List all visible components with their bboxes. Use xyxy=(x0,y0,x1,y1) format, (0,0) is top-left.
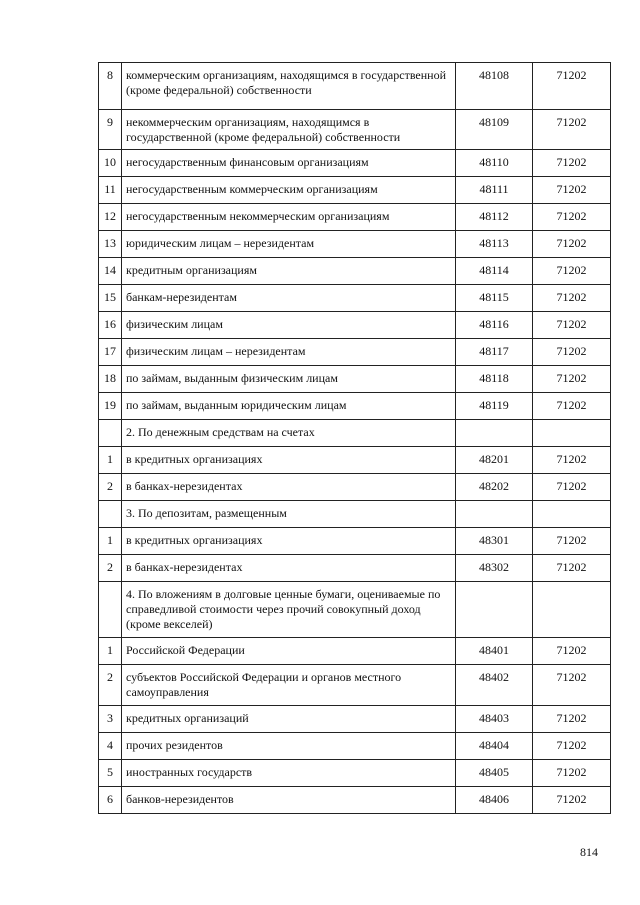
account-code-cell: 48109 xyxy=(456,110,533,150)
row-description-cell: в банках-нерезидентах xyxy=(122,555,456,582)
account-code-cell xyxy=(456,582,533,638)
account-code-cell: 48114 xyxy=(456,258,533,285)
row-number-cell: 2 xyxy=(99,555,122,582)
account-code-cell: 48119 xyxy=(456,393,533,420)
row-number-cell: 4 xyxy=(99,733,122,760)
account-code-cell: 48403 xyxy=(456,706,533,733)
row-description-cell: прочих резидентов xyxy=(122,733,456,760)
row-number-cell xyxy=(99,420,122,447)
table-row xyxy=(99,706,611,733)
table-row xyxy=(99,787,611,814)
table-row xyxy=(99,638,611,665)
account-code-cell: 48201 xyxy=(456,447,533,474)
symbol-code-cell: 71202 xyxy=(533,204,611,231)
row-number-cell: 3 xyxy=(99,706,122,733)
symbol-code-cell: 71202 xyxy=(533,366,611,393)
row-number-cell: 19 xyxy=(99,393,122,420)
row-number-cell: 11 xyxy=(99,177,122,204)
account-code-cell: 48110 xyxy=(456,150,533,177)
row-description-cell: физическим лицам – нерезидентам xyxy=(122,339,456,366)
symbol-code-cell xyxy=(533,501,611,528)
row-number-cell: 2 xyxy=(99,474,122,501)
symbol-code-cell: 71202 xyxy=(533,312,611,339)
row-description-cell: физическим лицам xyxy=(122,312,456,339)
row-description-cell: негосударственным коммерческим организациям xyxy=(122,177,456,204)
row-description-cell: иностранных государств xyxy=(122,760,456,787)
account-code-cell: 48405 xyxy=(456,760,533,787)
row-number-cell: 13 xyxy=(99,231,122,258)
account-code-cell: 48115 xyxy=(456,285,533,312)
row-description-cell: субъектов Российской Федерации и органов местного самоуправления xyxy=(122,665,456,706)
table-row xyxy=(99,501,611,528)
table-row xyxy=(99,231,611,258)
symbol-code-cell: 71202 xyxy=(533,63,611,110)
symbol-code-cell: 71202 xyxy=(533,638,611,665)
symbol-code-cell: 71202 xyxy=(533,733,611,760)
table-row xyxy=(99,733,611,760)
symbol-code-cell: 71202 xyxy=(533,177,611,204)
row-number-cell: 14 xyxy=(99,258,122,285)
row-description-cell: Российской Федерации xyxy=(122,638,456,665)
table-row xyxy=(99,760,611,787)
account-code-cell xyxy=(456,501,533,528)
account-code-cell xyxy=(456,420,533,447)
table-row xyxy=(99,420,611,447)
symbol-code-cell: 71202 xyxy=(533,760,611,787)
table-row xyxy=(99,204,611,231)
row-number-cell: 2 xyxy=(99,665,122,706)
row-description-cell: 4. По вложениям в долговые ценные бумаги, оцениваемые по справедливой стоимости через прочий совокупный доход (кроме векселей) xyxy=(122,582,456,638)
row-number-cell: 16 xyxy=(99,312,122,339)
table-row xyxy=(99,150,611,177)
symbol-code-cell: 71202 xyxy=(533,555,611,582)
row-description-cell: некоммерческим организациям, находящимся в государственной (кроме федеральной) собственности xyxy=(122,110,456,150)
account-code-cell: 48112 xyxy=(456,204,533,231)
row-description-cell: кредитных организаций xyxy=(122,706,456,733)
account-code-cell: 48116 xyxy=(456,312,533,339)
row-number-cell xyxy=(99,582,122,638)
table-row xyxy=(99,474,611,501)
row-description-cell: юридическим лицам – нерезидентам xyxy=(122,231,456,258)
table-row xyxy=(99,555,611,582)
table-body xyxy=(99,63,611,814)
table-row xyxy=(99,285,611,312)
table-row xyxy=(99,312,611,339)
row-number-cell: 9 xyxy=(99,110,122,150)
row-description-cell: 3. По депозитам, размещенным xyxy=(122,501,456,528)
symbol-code-cell: 71202 xyxy=(533,787,611,814)
account-code-cell: 48302 xyxy=(456,555,533,582)
row-description-cell: кредитным организациям xyxy=(122,258,456,285)
table-row xyxy=(99,63,611,110)
row-description-cell: коммерческим организациям, находящимся в государственной (кроме федеральной) собственности xyxy=(122,63,456,110)
accounts-table xyxy=(98,62,611,814)
row-number-cell: 15 xyxy=(99,285,122,312)
row-description-cell: негосударственным некоммерческим организациям xyxy=(122,204,456,231)
symbol-code-cell: 71202 xyxy=(533,528,611,555)
symbol-code-cell xyxy=(533,420,611,447)
row-description-cell: по займам, выданным юридическим лицам xyxy=(122,393,456,420)
row-description-cell: в банках-нерезидентах xyxy=(122,474,456,501)
row-number-cell: 8 xyxy=(99,63,122,110)
account-code-cell: 48301 xyxy=(456,528,533,555)
account-code-cell: 48406 xyxy=(456,787,533,814)
symbol-code-cell: 71202 xyxy=(533,706,611,733)
row-description-cell: банкам-нерезидентам xyxy=(122,285,456,312)
table-row xyxy=(99,447,611,474)
row-description-cell: в кредитных организациях xyxy=(122,447,456,474)
row-description-cell: негосударственным финансовым организациям xyxy=(122,150,456,177)
table-row xyxy=(99,528,611,555)
account-code-cell: 48402 xyxy=(456,665,533,706)
row-number-cell: 1 xyxy=(99,638,122,665)
row-description-cell: по займам, выданным физическим лицам xyxy=(122,366,456,393)
table-row xyxy=(99,339,611,366)
table-row xyxy=(99,582,611,638)
symbol-code-cell: 71202 xyxy=(533,110,611,150)
account-code-cell: 48118 xyxy=(456,366,533,393)
table-row xyxy=(99,177,611,204)
row-description-cell: банков-нерезидентов xyxy=(122,787,456,814)
row-description-cell: 2. По денежным средствам на счетах xyxy=(122,420,456,447)
row-number-cell: 12 xyxy=(99,204,122,231)
row-number-cell: 6 xyxy=(99,787,122,814)
symbol-code-cell xyxy=(533,582,611,638)
account-code-cell: 48117 xyxy=(456,339,533,366)
symbol-code-cell: 71202 xyxy=(533,447,611,474)
symbol-code-cell: 71202 xyxy=(533,665,611,706)
table-row xyxy=(99,393,611,420)
row-description-cell: в кредитных организациях xyxy=(122,528,456,555)
account-code-cell: 48404 xyxy=(456,733,533,760)
table-row xyxy=(99,258,611,285)
symbol-code-cell: 71202 xyxy=(533,231,611,258)
row-number-cell: 1 xyxy=(99,447,122,474)
symbol-code-cell: 71202 xyxy=(533,393,611,420)
row-number-cell: 10 xyxy=(99,150,122,177)
row-number-cell: 5 xyxy=(99,760,122,787)
symbol-code-cell: 71202 xyxy=(533,474,611,501)
account-code-cell: 48113 xyxy=(456,231,533,258)
row-number-cell: 17 xyxy=(99,339,122,366)
row-number-cell: 1 xyxy=(99,528,122,555)
table-row xyxy=(99,366,611,393)
account-code-cell: 48401 xyxy=(456,638,533,665)
account-code-cell: 48202 xyxy=(456,474,533,501)
symbol-code-cell: 71202 xyxy=(533,258,611,285)
row-number-cell: 18 xyxy=(99,366,122,393)
symbol-code-cell: 71202 xyxy=(533,339,611,366)
table-row xyxy=(99,110,611,150)
row-number-cell xyxy=(99,501,122,528)
account-code-cell: 48111 xyxy=(456,177,533,204)
symbol-code-cell: 71202 xyxy=(533,285,611,312)
account-code-cell: 48108 xyxy=(456,63,533,110)
symbol-code-cell: 71202 xyxy=(533,150,611,177)
page-number: 814 xyxy=(580,845,598,859)
table-row xyxy=(99,665,611,706)
